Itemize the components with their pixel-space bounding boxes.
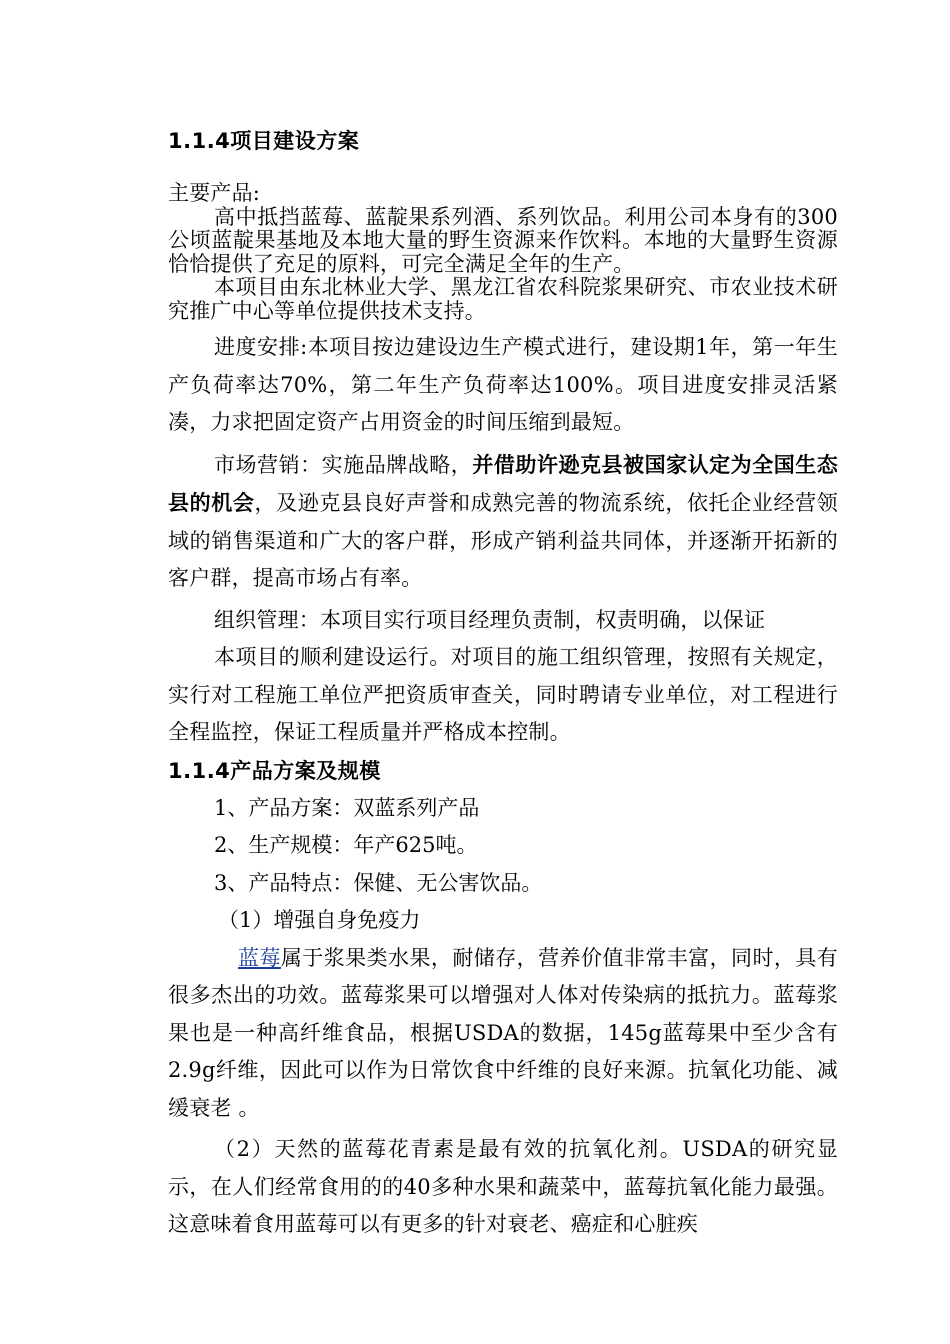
marketing-paragraph — [168, 446, 838, 598]
organization-line-1: 组织管理：本项目实行项目经理负责制，权责明确，以保证 — [214, 607, 766, 632]
subheading-immunity: （1）增强自身免疫力 — [218, 908, 421, 932]
anthocyanin-paragraph: （2）天然的蓝莓花青素是最有效的抗氧化剂。USDA的研究显示，在人们经常食用的的40多种水果和蔬菜中，蓝莓抗氧化能力最强。这意味着食用蓝莓可以有更多的针对衰老、癌症和心脏疾 — [168, 1137, 838, 1236]
main-products-paragraph: 高中抵挡蓝莓、蓝靛果系列酒、系列饮品。利用公司本身有的300公顷蓝靛果基地及本地大量的野生资源来作饮料。本地的大量野生资源恰恰提供了充足的原料，可完全满足全年的生产。 — [168, 204, 838, 276]
list-item: 3、产品特点：保健、无公害饮品。 — [214, 870, 543, 895]
main-products-label: 主要产品: — [168, 181, 261, 205]
section-heading-product-scheme: 1.1.4产品方案及规模 — [168, 758, 381, 783]
document-page — [168, 118, 838, 1244]
list-item: 1、产品方案：双蓝系列产品 — [214, 795, 480, 820]
section-heading-construction-plan: 1.1.4项目建设方案 — [168, 129, 360, 153]
schedule-paragraph: 进度安排:本项目按边建设边生产模式进行，建设期1年，第一年生产负荷率达70%，第二年生产负荷率达100%。项目进度安排灵活紧凑，力求把固定资产占用资金的时间压缩到最短。 — [168, 335, 838, 434]
organization-paragraph: 本项目的顺利建设运行。对项目的施工组织管理，按照有关规定，实行对工程施工单位严把资质审查关，同时聘请专业单位，对工程进行全程监控，保证工程质量并严格成本控制。 — [168, 645, 838, 744]
list-item: 2、生产规模：年产625吨。 — [214, 833, 478, 857]
marketing-lead: 市场营销：实施品牌战略， — [214, 452, 473, 477]
marketing-rest: ，及逊克县良好声誉和成熟完善的物流系统，依托企业经营领域的销售渠道和广大的客户群，形成产销利益共同体，并逐渐开拓新的客户群，提高市场占有率。 — [168, 491, 838, 590]
technical-support-paragraph: 本项目由东北林业大学、黑龙江省农科院浆果研究、市农业技术研究推广中心等单位提供技术支持。 — [168, 275, 838, 323]
marketing-bold-phrase: 并借助许逊克县被国家认定为全国生态县的机会 — [168, 451, 838, 515]
blueberry-text: 属于浆果类水果，耐储存，营养价值非常丰富，同时，具有很多杰出的功效。蓝莓浆果可以增强对人体对传染病的抵抗力。蓝莓浆果也是一种高纤维食品，根据USDA的数据，145g蓝莓果中至少含有2.9g纤维，因此可以作为日常饮食中纤维的良好来源。抗氧化功能、减缓衰老 。 — [168, 945, 838, 1120]
blueberry-paragraph — [168, 940, 838, 1128]
blueberry-link[interactable]: 蓝莓 — [238, 945, 281, 970]
